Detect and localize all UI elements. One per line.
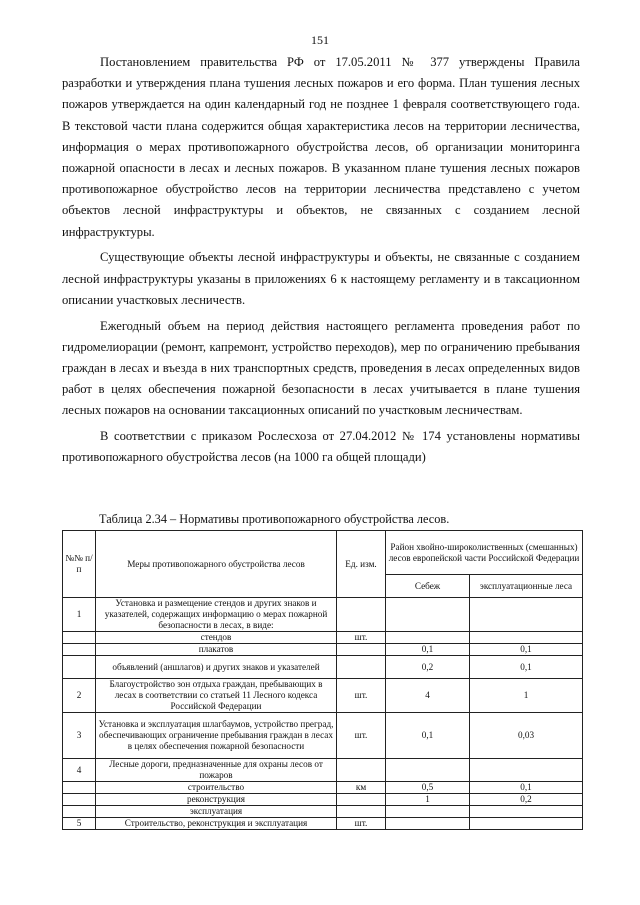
page-number: 151 <box>311 33 329 47</box>
cell-exploit <box>470 759 583 782</box>
table-row <box>63 644 583 656</box>
cell-sebezh: 1 <box>386 794 470 806</box>
header-measures: Меры противопожарного обустройства лесов <box>96 531 337 598</box>
cell-sebezh: 0,1 <box>386 713 470 759</box>
cell-measure: эксплуатация <box>96 806 337 818</box>
cell-sebezh <box>386 632 470 644</box>
paragraph-rosleskhoz-order: В соответствии с приказом Рослесхоза от 27.04.2012 № 174 установлены нормативы противопожарного обустройства лесов (на 1000 га общей площади) <box>62 429 580 465</box>
cell-sebezh <box>386 818 470 830</box>
cell-measure: Благоустройство зон отдыха граждан, пребывающих в лесах в соответствии со статьей 11 Лесного кодекса Российской Федерации <box>96 679 337 713</box>
cell-num <box>63 656 96 679</box>
norms-table <box>62 530 583 830</box>
cell-exploit: 0,03 <box>470 713 583 759</box>
cell-exploit <box>470 598 583 632</box>
cell-exploit: 0,2 <box>470 794 583 806</box>
table-row <box>63 782 583 794</box>
cell-num <box>63 632 96 644</box>
cell-unit <box>337 656 386 679</box>
table-caption: Таблица 2.34 – Нормативы противопожарного обустройства лесов. <box>99 512 450 526</box>
table-row <box>63 679 583 713</box>
cell-num <box>63 794 96 806</box>
table-row <box>63 759 583 782</box>
paragraph-plan-rules: Постановлением правительства РФ от 17.05.2011 № 377 утверждены Правила разработки и утверждения плана тушения лесных пожаров и его форма. План тушения лесных пожаров утверждается на один календарный год не позднее 1 февраля соответствующего года. В текстовой части плана содержится общая характеристика лесов на территории лесничества, информация о мерах противопожарного обустройства лесов, об организации мониторинга пожарной опасности в лесах и лесных пожаров. В указанном плане тушения лесных пожаров противопожарное обустройство лесов на территории лесничества представлено с учетом объектов лесной инфраструктуры и объектов, не связанных с созданием лесной инфраструктуры. <box>62 55 580 239</box>
cell-num <box>63 782 96 794</box>
cell-exploit: 0,1 <box>470 782 583 794</box>
table-row <box>63 713 583 759</box>
cell-measure: Строительство, реконструкция и эксплуатация <box>96 818 337 830</box>
body-text <box>62 52 580 469</box>
table-header-row <box>63 531 583 575</box>
cell-unit: шт. <box>337 713 386 759</box>
cell-measure: стендов <box>96 632 337 644</box>
paragraph-annual-volume: Ежегодный объем на период действия настоящего регламента проведения работ по гидромелиорации (ремонт, капремонт, устройство переходов), мер по ограничению пребывания граждан в лесах и въезда в них транспортных средств, проведения в лесах определенных видов работ в целях обеспечения пожарной безопасности в лесах учитывается в плане тушения лесных пожаров на основании таксационных описаний по участковым лесничествам. <box>62 318 580 418</box>
cell-measure: Установка и размещение стендов и других знаков и указателей, содержащих информацию о мерах пожарной безопасности в лесах, в виде: <box>96 598 337 632</box>
cell-unit <box>337 806 386 818</box>
header-region: Район хвойно-широколиственных (смешанных) лесов европейской части Российской Федерации <box>386 531 583 575</box>
cell-exploit: 0,1 <box>470 656 583 679</box>
cell-sebezh: 0,2 <box>386 656 470 679</box>
cell-unit: шт. <box>337 818 386 830</box>
table-row <box>63 818 583 830</box>
cell-sebezh: 4 <box>386 679 470 713</box>
table-row <box>63 794 583 806</box>
cell-unit: км <box>337 782 386 794</box>
cell-num: 2 <box>63 679 96 713</box>
cell-unit <box>337 794 386 806</box>
header-exploit: эксплуатационные леса <box>470 575 583 598</box>
cell-unit <box>337 644 386 656</box>
table-row <box>63 806 583 818</box>
cell-measure: объявлений (аншлагов) и других знаков и указателей <box>96 656 337 679</box>
cell-unit: шт. <box>337 679 386 713</box>
cell-measure: строительство <box>96 782 337 794</box>
cell-measure: Лесные дороги, предназначенные для охраны лесов от пожаров <box>96 759 337 782</box>
cell-num: 5 <box>63 818 96 830</box>
cell-sebezh <box>386 759 470 782</box>
cell-sebezh: 0,1 <box>386 644 470 656</box>
cell-sebezh <box>386 806 470 818</box>
cell-sebezh: 0,5 <box>386 782 470 794</box>
cell-unit <box>337 598 386 632</box>
cell-num <box>63 806 96 818</box>
cell-measure: реконструкция <box>96 794 337 806</box>
cell-num: 1 <box>63 598 96 632</box>
cell-unit <box>337 759 386 782</box>
cell-measure: Установка и эксплуатация шлагбаумов, устройство преград, обеспечивающих ограничение пребывания граждан в лесах в целях обеспечения пожарной безопасности <box>96 713 337 759</box>
cell-measure: плакатов <box>96 644 337 656</box>
header-unit: Ед. изм. <box>337 531 386 598</box>
cell-exploit <box>470 806 583 818</box>
cell-num: 3 <box>63 713 96 759</box>
table-row <box>63 632 583 644</box>
paragraph-infrastructure: Существующие объекты лесной инфраструктуры и объекты, не связанные с созданием лесной инфраструктуры указаны в приложениях 6 к настоящему регламенту и в таксационном описании участковых лесничеств. <box>62 250 580 307</box>
table-row <box>63 656 583 679</box>
cell-exploit <box>470 818 583 830</box>
cell-exploit: 0,1 <box>470 644 583 656</box>
cell-num <box>63 644 96 656</box>
header-sebezh: Себеж <box>386 575 470 598</box>
cell-exploit <box>470 632 583 644</box>
table-row <box>63 598 583 632</box>
header-num: №№ п/п <box>63 531 96 598</box>
cell-sebezh <box>386 598 470 632</box>
cell-unit: шт. <box>337 632 386 644</box>
cell-num: 4 <box>63 759 96 782</box>
cell-exploit: 1 <box>470 679 583 713</box>
